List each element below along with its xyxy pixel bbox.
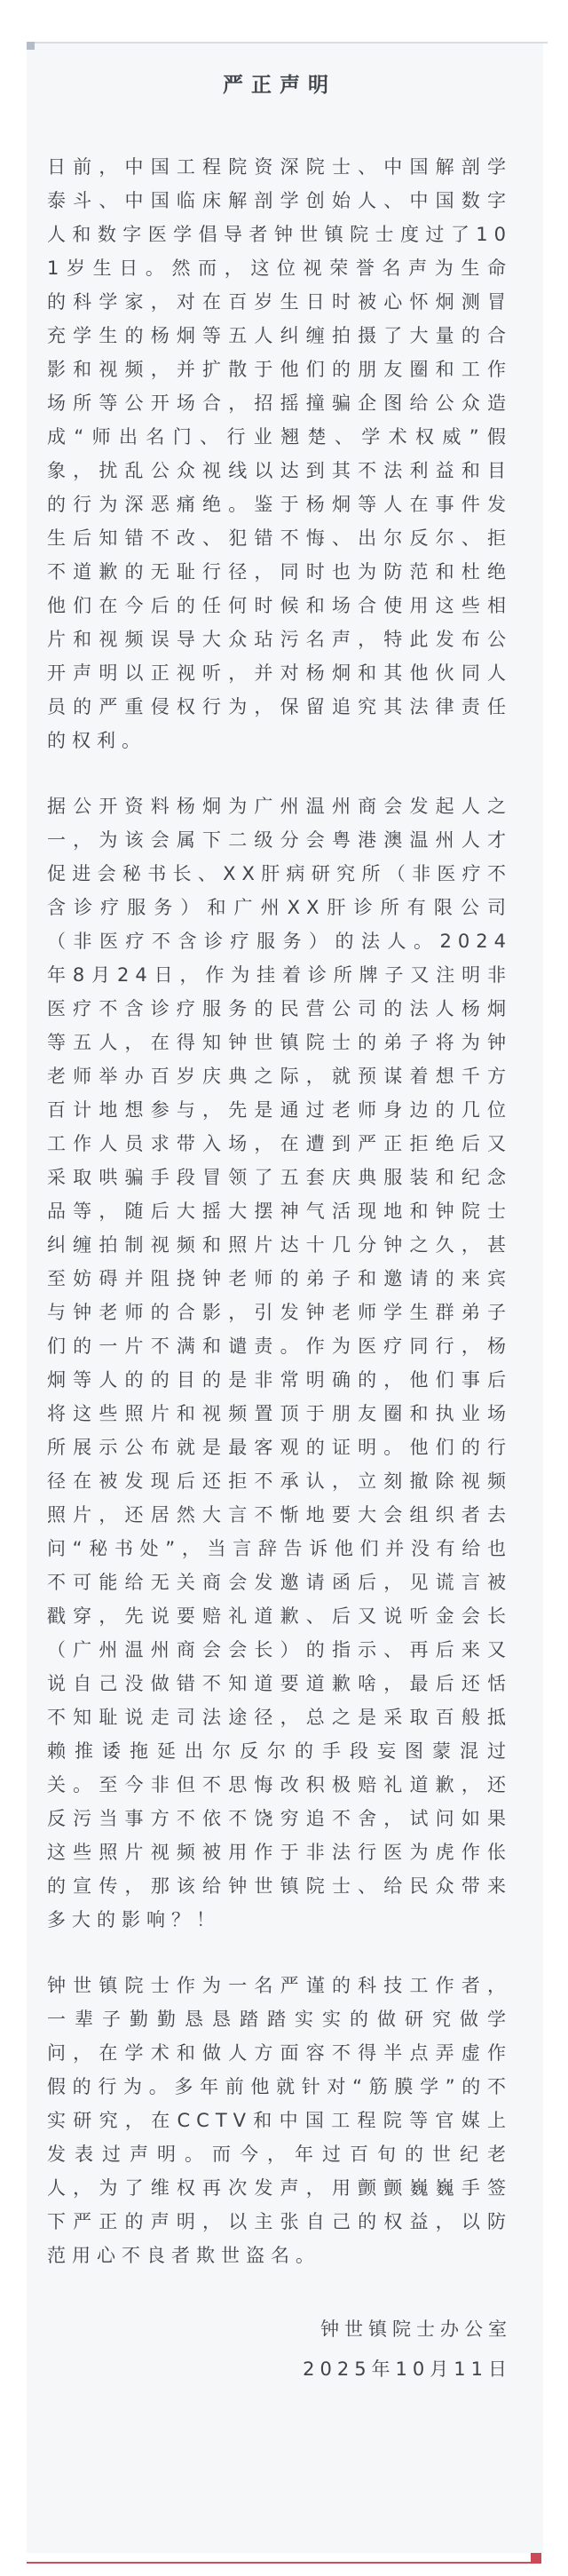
- bottom-accent-square: [531, 2553, 541, 2564]
- statement-paragraph-1: 日前，中国工程院资深院士、中国解剖学泰斗、中国临床解剖学创始人、中国数字人和数字医学倡导者钟世镇院士度过了101岁生日。然而，这位视荣誉名声为生命的科学家，对在百岁生日时被心怀炯测冒充学生的杨炯等五人纠缠拍摄了大量的合影和视频，并扩散于他们的朋友圈和工作场所等公开场合，招摇撞骗企图给公众造成“师出名门、行业翘楚、学术权威”假象，扰乱公众视线以达到其不法利益和目的行为深恶痛绝。鉴于杨炯等人在事件发生后知错不改、犯错不悔、出尔反尔、拒不道歉的无耻行径，同时也为防范和杜绝他们在今后的任何时候和场合使用这些相片和视频误导大众玷污名声，特此发布公开声明以正视听，并对杨炯和其他伙同人员的严重侵权行为，保留追究其法律责任的权利。: [47, 156, 512, 751]
- top-divider-line: [35, 42, 548, 44]
- statement-paragraph-3: 钟世镇院士作为一名严谨的科技工作者，一辈子勤勤恳恳踏踏实实的做研究做学问，在学术和做人方面容不得半点弄虚作假的行为。多年前他就针对“筋膜学”的不实研究，在CCTV和中国工程院等官媒上发表过声明。而今，年过百旬的世纪老人，为了维权再次发声，用颤颤巍巍手签下严正的声明，以主张自己的权益，以防范用心不良者欺世盗名。: [47, 1975, 512, 2266]
- statement-paragraph-2: 据公开资料杨炯为广州温州商会发起人之一，为该会属下二级分会粤港澳温州人才促进会秘书长、XX肝病研究所（非医疗不含诊疗服务）和广州XX肝诊所有限公司（非医疗不含诊疗服务）的法人。2024年8月24日，作为挂着诊所牌子又注明非医疗不含诊疗服务的民营公司的法人杨炯等五人，在得知钟世镇院士的弟子将为钟老师举办百岁庆典之际，就预谋着想千方百计地想参与，先是通过老师身边的几位工作人员求带入场，在遭到严正拒绝后又采取哄骗手段冒领了五套庆典服装和纪念品等，随后大摇大摆神气活现地和钟院士纠缠拍制视频和照片达十几分钟之久，甚至妨碍并阻挠钟老师的弟子和邀请的来宾与钟老师的合影，引发钟老师学生群弟子们的一片不满和谴责。作为医疗同行，杨炯等人的的目的是非常明确的，他们事后将这些照片和视频置顶于朋友圈和执业场所展示公布就是最客观的证明。他们的行径在被发现后还拒不承认，立刻撤除视频照片，还居然大言不惭地要大会组织者去问“秘书处”，当言辞告诉他们并没有给也不可能给无关商会发邀请函后，见谎言被戳穿，先说要赔礼道歉、后又说听金会长（广州温州商会会长）的指示、再后来又说自己没做错不知道要道歉啥，最后还恬不知耻说走司法途径，总之是采取百般抵赖推诿拖延出尔反尔的手段妄图蒙混过关。至今非但不思悔改积极赔礼道歉，还反污当事方不依不饶穷追不舍，试问如果这些照片视频被用作于非法行医为虎作伥的宣传，那该给钟世镇院士、给民众带来多大的影响？！: [47, 796, 512, 1930]
- top-accent-square: [27, 42, 35, 50]
- signature: 钟世镇院士办公室: [320, 2318, 512, 2340]
- statement-page: [27, 44, 543, 2553]
- statement-date: 2025年10月11日: [303, 2358, 512, 2380]
- bottom-divider-line: [27, 2562, 541, 2564]
- signature-block: [47, 2310, 512, 2390]
- statement-title: 严正声明: [223, 74, 336, 97]
